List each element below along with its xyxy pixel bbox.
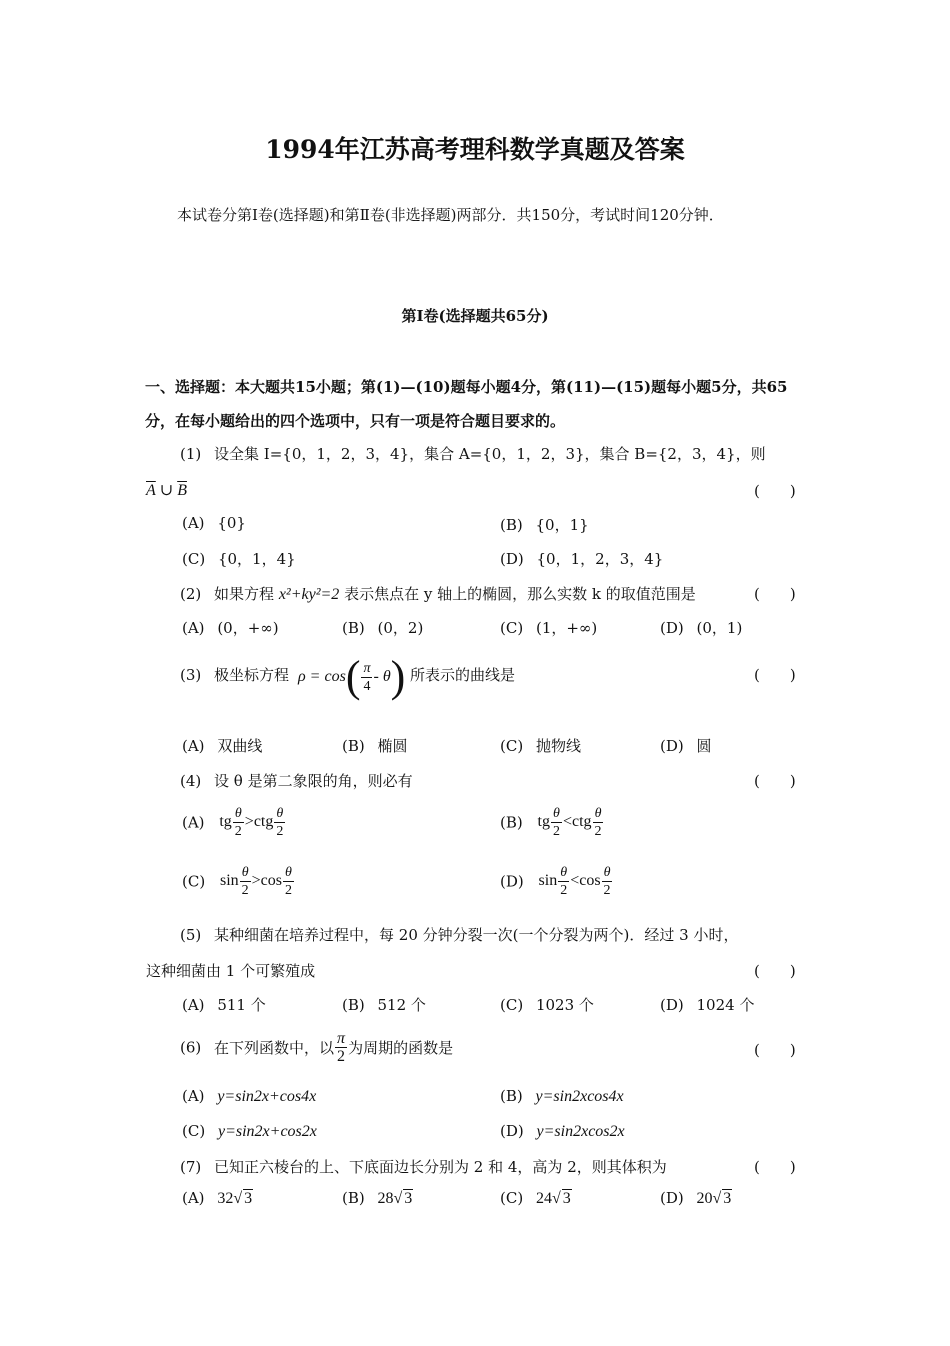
fraction <box>361 660 372 695</box>
function-1: sin <box>538 872 558 890</box>
option-a <box>182 994 266 1015</box>
radicand: 3 <box>723 1190 732 1207</box>
option-c <box>182 864 295 899</box>
option-label: (B) <box>342 737 365 755</box>
polar-equation <box>298 652 406 701</box>
option-label: (A) <box>182 813 205 832</box>
option-label: (D) <box>660 1189 684 1207</box>
question-4-stem <box>180 770 413 791</box>
answer-blank: ( ) <box>754 482 796 500</box>
option-d <box>500 864 614 899</box>
option-coefficient: 28 <box>377 1190 394 1207</box>
function-1: sin <box>219 872 239 890</box>
option-d <box>660 1189 732 1208</box>
option-label: (D) <box>660 619 684 637</box>
option-label: (A) <box>182 996 205 1014</box>
question-text-pre: 极坐标方程 <box>214 666 290 684</box>
comparison: > <box>251 872 261 890</box>
comparison: < <box>562 813 572 831</box>
function-1: tg <box>537 813 550 831</box>
rho-cos: ρ = cos <box>298 668 346 685</box>
complement-b: $\overline{B}$ <box>177 482 187 499</box>
question-text-pre: 如果方程 <box>214 585 279 603</box>
question-text: 设全集 I={0，1，2，3，4}，集合 A={0，1，2，3}，集合 B={2，3，4}，则 <box>214 445 766 463</box>
comparison: < <box>570 872 580 890</box>
question-text-post: 所表示的曲线是 <box>410 666 516 684</box>
option-label: (B) <box>500 813 523 832</box>
fraction-denominator: 2 <box>594 824 602 839</box>
question-number: (4) <box>180 772 202 790</box>
fraction-denominator: 2 <box>234 824 242 839</box>
option-b <box>500 514 589 535</box>
option-label: (B) <box>342 619 365 637</box>
sqrt-sign: √ <box>233 1190 243 1207</box>
option-a <box>182 514 246 532</box>
section-title: 第Ⅰ卷(选择题共65分) <box>401 307 549 325</box>
radicand: 3 <box>562 1190 571 1207</box>
page-title: 1994年江苏高考理科数学真题及答案 <box>265 135 685 164</box>
option-a <box>182 1189 253 1208</box>
option-text: y=sin2x+cos2x <box>217 1123 317 1140</box>
option-text: {0} <box>217 514 246 532</box>
fraction <box>283 864 294 899</box>
part-heading: 一、选择题：本大题共15小题；第(1)—(10)题每小题4分，第(11)—(15)题每小题5分，共65分，在每小题给出的四个选项中，只有一项是符合题目要求的。 <box>145 378 788 430</box>
sqrt-sign: √ <box>551 1190 561 1207</box>
function-2: ctg <box>572 813 592 831</box>
question-6-stem <box>180 1030 453 1065</box>
option-label: (C) <box>500 737 524 755</box>
complement-a: $\overline{A}$ <box>146 482 156 499</box>
fraction <box>602 864 613 899</box>
question-7-stem <box>180 1156 667 1177</box>
question-5-continuation: 这种细菌由 1 个可繁殖成 <box>146 962 316 980</box>
right-paren: ) <box>390 652 406 701</box>
option-b <box>342 735 408 756</box>
option-b <box>500 805 605 840</box>
option-expression <box>219 806 286 839</box>
fraction-numerator: π <box>363 660 371 676</box>
option-label: (B) <box>500 1087 523 1105</box>
answer-blank: ( ) <box>754 772 796 790</box>
fraction-denominator: 2 <box>552 824 560 839</box>
option-d <box>660 735 712 756</box>
union-symbol: ∪ <box>155 482 178 499</box>
option-label: (A) <box>182 737 205 755</box>
question-text: 设 θ 是第二象限的角，则必有 <box>214 772 413 790</box>
function-1: tg <box>219 813 232 831</box>
option-text: 圆 <box>696 737 712 755</box>
comparison: > <box>244 813 254 831</box>
option-label: (C) <box>500 1189 524 1207</box>
question-1-expression <box>146 480 187 500</box>
fraction-denominator: 2 <box>603 883 611 898</box>
question-1-stem <box>180 443 766 464</box>
option-text: (1，+∞) <box>535 619 598 637</box>
option-text: 1023 个 <box>535 996 594 1014</box>
option-text: y=sin2x+cos4x <box>217 1088 317 1105</box>
option-label: (A) <box>182 1189 205 1207</box>
option-label: (D) <box>660 737 684 755</box>
fraction <box>551 805 562 840</box>
function-2: ctg <box>253 813 274 831</box>
option-c <box>500 735 581 756</box>
sqrt-sign: √ <box>393 1190 403 1207</box>
fraction-denominator: 2 <box>285 883 292 898</box>
fraction-numerator: θ <box>560 865 568 880</box>
option-d <box>500 1122 625 1141</box>
option-expression <box>538 865 614 898</box>
question-number: (1) <box>180 445 202 463</box>
question-number: (2) <box>180 585 202 603</box>
fraction-numerator: θ <box>594 806 602 821</box>
option-label: (A) <box>182 514 205 532</box>
option-coefficient: 32 <box>217 1190 234 1207</box>
fraction-numerator: θ <box>285 865 292 880</box>
option-text: 511 个 <box>217 996 266 1014</box>
fraction-denominator: 2 <box>241 883 249 898</box>
option-label: (A) <box>182 1087 205 1105</box>
option-text: {0，1，4} <box>217 550 296 568</box>
option-text: 512 个 <box>377 996 426 1014</box>
option-label: (B) <box>342 1189 365 1207</box>
option-text: {0，1} <box>535 516 589 534</box>
option-label: (B) <box>342 996 365 1014</box>
option-text: 椭圆 <box>377 737 408 755</box>
option-d <box>660 617 742 638</box>
option-text: 双曲线 <box>217 737 263 755</box>
answer-blank: ( ) <box>754 1041 796 1059</box>
option-text: 抛物线 <box>535 737 581 755</box>
intro-paragraph: 本试卷分第Ⅰ卷(选择题)和第Ⅱ卷(非选择题)两部分．共150分，考试时间120分钟． <box>177 206 724 224</box>
answer-blank: ( ) <box>754 1158 796 1176</box>
option-a <box>182 617 279 638</box>
option-expression <box>537 806 605 839</box>
equation: x²+ky²=2 <box>278 586 340 603</box>
option-text: (0，+∞) <box>217 619 279 637</box>
question-number: (7) <box>180 1158 202 1176</box>
option-a <box>182 805 286 840</box>
option-c <box>500 994 594 1015</box>
option-text: {0，1，2，3，4} <box>536 550 664 568</box>
question-text-post: 为周期的函数是 <box>348 1039 454 1057</box>
question-5-stem <box>180 924 738 945</box>
option-label: (C) <box>182 550 206 568</box>
fraction <box>240 864 251 899</box>
fraction <box>274 805 285 840</box>
option-a <box>182 735 262 756</box>
left-paren: ( <box>345 652 361 701</box>
question-2-stem <box>180 583 696 604</box>
question-text-pre: 在下列函数中，以 <box>214 1039 335 1057</box>
fraction <box>558 864 569 899</box>
option-b <box>342 994 426 1015</box>
option-label: (C) <box>182 1122 206 1140</box>
option-label: (D) <box>500 1122 524 1140</box>
option-label: (C) <box>182 872 206 891</box>
option-text: 1024 个 <box>696 996 755 1014</box>
fraction <box>233 805 244 840</box>
answer-blank: ( ) <box>754 666 796 684</box>
radicand: 3 <box>404 1190 413 1207</box>
option-label: (C) <box>500 996 524 1014</box>
option-b <box>342 1189 413 1208</box>
option-b <box>342 617 423 638</box>
question-text: 某种细菌在培养过程中，每 20 分钟分裂一次(一个分裂为两个)．经过 3 小时， <box>214 926 739 944</box>
fraction-numerator: θ <box>603 865 611 880</box>
question-number: (5) <box>180 926 202 944</box>
question-number: (3) <box>180 666 202 684</box>
fraction-denominator: 2 <box>276 824 284 839</box>
option-d <box>500 548 663 569</box>
answer-blank: ( ) <box>754 962 796 980</box>
option-coefficient: 20 <box>696 1190 713 1207</box>
radicand: 3 <box>244 1190 253 1207</box>
option-c <box>182 1122 317 1141</box>
fraction-denominator: 4 <box>363 678 371 694</box>
option-label: (D) <box>660 996 684 1014</box>
option-text: (0，1) <box>696 619 743 637</box>
fraction-numerator: θ <box>553 806 560 821</box>
option-label: (D) <box>500 872 524 891</box>
function-2: cos <box>579 872 601 890</box>
option-c <box>500 617 597 638</box>
minus-theta: - θ <box>373 668 391 685</box>
sqrt-sign: √ <box>712 1190 722 1207</box>
fraction-denominator: 2 <box>560 883 568 898</box>
fraction-numerator: π <box>337 1030 346 1047</box>
fraction <box>593 805 604 840</box>
fraction-denominator: 2 <box>337 1048 346 1065</box>
option-label: (D) <box>500 550 524 568</box>
option-text: (0，2) <box>377 619 424 637</box>
option-b <box>500 1087 624 1106</box>
question-3-number-text <box>180 664 289 685</box>
fraction <box>335 1030 347 1065</box>
option-a <box>182 1087 316 1106</box>
option-c <box>182 548 296 569</box>
option-label: (B) <box>500 516 523 534</box>
option-expression <box>219 865 295 898</box>
question-number: (6) <box>180 1038 202 1057</box>
option-text: y=sin2xcos4x <box>535 1088 624 1105</box>
question-text-post: 表示焦点在 y 轴上的椭圆，那么实数 k 的取值范围是 <box>339 585 696 603</box>
fraction-numerator: θ <box>241 865 249 880</box>
option-coefficient: 24 <box>535 1190 552 1207</box>
option-label: (C) <box>500 619 524 637</box>
answer-blank: ( ) <box>754 585 796 603</box>
fraction-numerator: θ <box>234 806 242 821</box>
option-d <box>660 994 754 1015</box>
question-text: 已知正六棱台的上、下底面边长分别为 2 和 4，高为 2，则其体积为 <box>214 1158 667 1176</box>
function-2: cos <box>260 872 282 890</box>
option-text: y=sin2xcos2x <box>536 1123 625 1140</box>
fraction-numerator: θ <box>276 806 284 821</box>
option-c <box>500 1189 572 1208</box>
option-label: (A) <box>182 619 205 637</box>
